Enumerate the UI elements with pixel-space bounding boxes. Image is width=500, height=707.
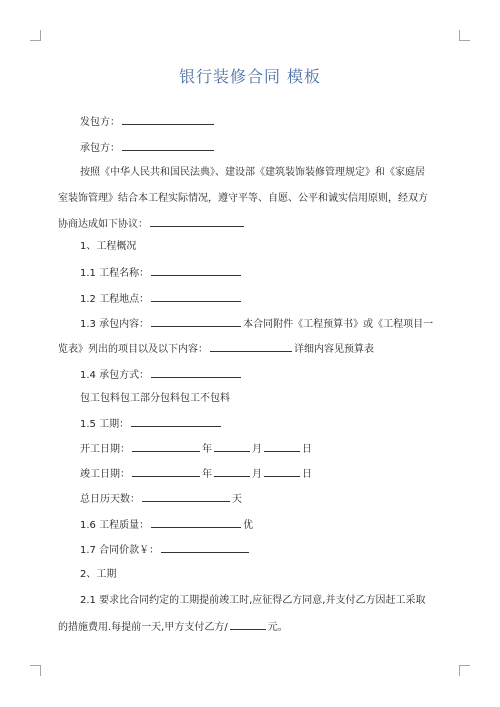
agreement-blank — [150, 216, 244, 227]
duration-blank — [131, 416, 221, 427]
start-date-line: 开工日期： 年 月 日 — [80, 441, 312, 457]
intro-line-3: 协商达成如下协议： — [58, 216, 246, 232]
scope-line-2: 览表》列出的项目以及以下内容： 详细内容见预算表 — [58, 341, 374, 357]
quality-blank — [151, 517, 241, 528]
document-title: 银行装修合同 模板 — [178, 67, 322, 86]
margin-mark-bottom-left — [30, 665, 41, 676]
total-days-blank — [142, 491, 230, 502]
intro-line-2: 室装饰管理》结合本工程实际情况，遵守平等、自愿、公平和诚实信用原则，经双方 — [58, 193, 428, 204]
margin-mark-top-left — [30, 30, 41, 41]
section-1-heading: 1、工程概况 — [80, 241, 137, 252]
contract-price-blank — [161, 542, 249, 553]
contract-price-line: 1.7 合同价款￥： — [80, 542, 251, 558]
intro-line-1: 按照《中华人民共和国民法典》、建设部《建筑装饰装修管理规定》和《家庭居 — [80, 167, 425, 178]
scope-extra-blank — [210, 341, 292, 352]
project-location-line: 1.2 工程地点： — [80, 291, 243, 307]
party-a-blank — [122, 114, 214, 125]
contract-method-options: 包工包料包工部分包料包工不包料 — [80, 393, 230, 404]
scope-line: 1.3 承包内容： 本合同附件《工程预算书》或《工程项目一 — [80, 316, 433, 332]
contract-method-blank — [151, 367, 241, 378]
duration-line: 1.5 工期： — [80, 416, 223, 432]
margin-mark-top-right — [459, 30, 470, 41]
project-location-blank — [151, 291, 241, 302]
party-b-line: 承包方： — [80, 140, 216, 156]
scope-blank — [151, 316, 241, 327]
party-a-line: 发包方： — [80, 114, 216, 130]
total-days-line: 总日历天数： 天 — [80, 491, 242, 507]
penalty-blank — [230, 619, 266, 630]
clause-2-1-line-1: 2.1 要求比合同约定的工期提前竣工时,应征得乙方同意,并支付乙方因赶工采取 — [80, 595, 426, 606]
end-date-line: 竣工日期： 年 月 日 — [80, 466, 312, 482]
quality-line: 1.6 工程质量： 优 — [80, 517, 253, 533]
project-name-blank — [151, 265, 241, 276]
section-2-heading: 2、工期 — [80, 569, 117, 580]
party-b-blank — [122, 140, 214, 151]
clause-2-1-line-2: 的措施费用.每提前一天,甲方支付乙方/ 元。 — [58, 619, 288, 635]
project-name-line: 1.1 工程名称： — [80, 265, 243, 281]
margin-mark-bottom-right — [459, 665, 470, 676]
contract-method-line: 1.4 承包方式： — [80, 367, 243, 383]
